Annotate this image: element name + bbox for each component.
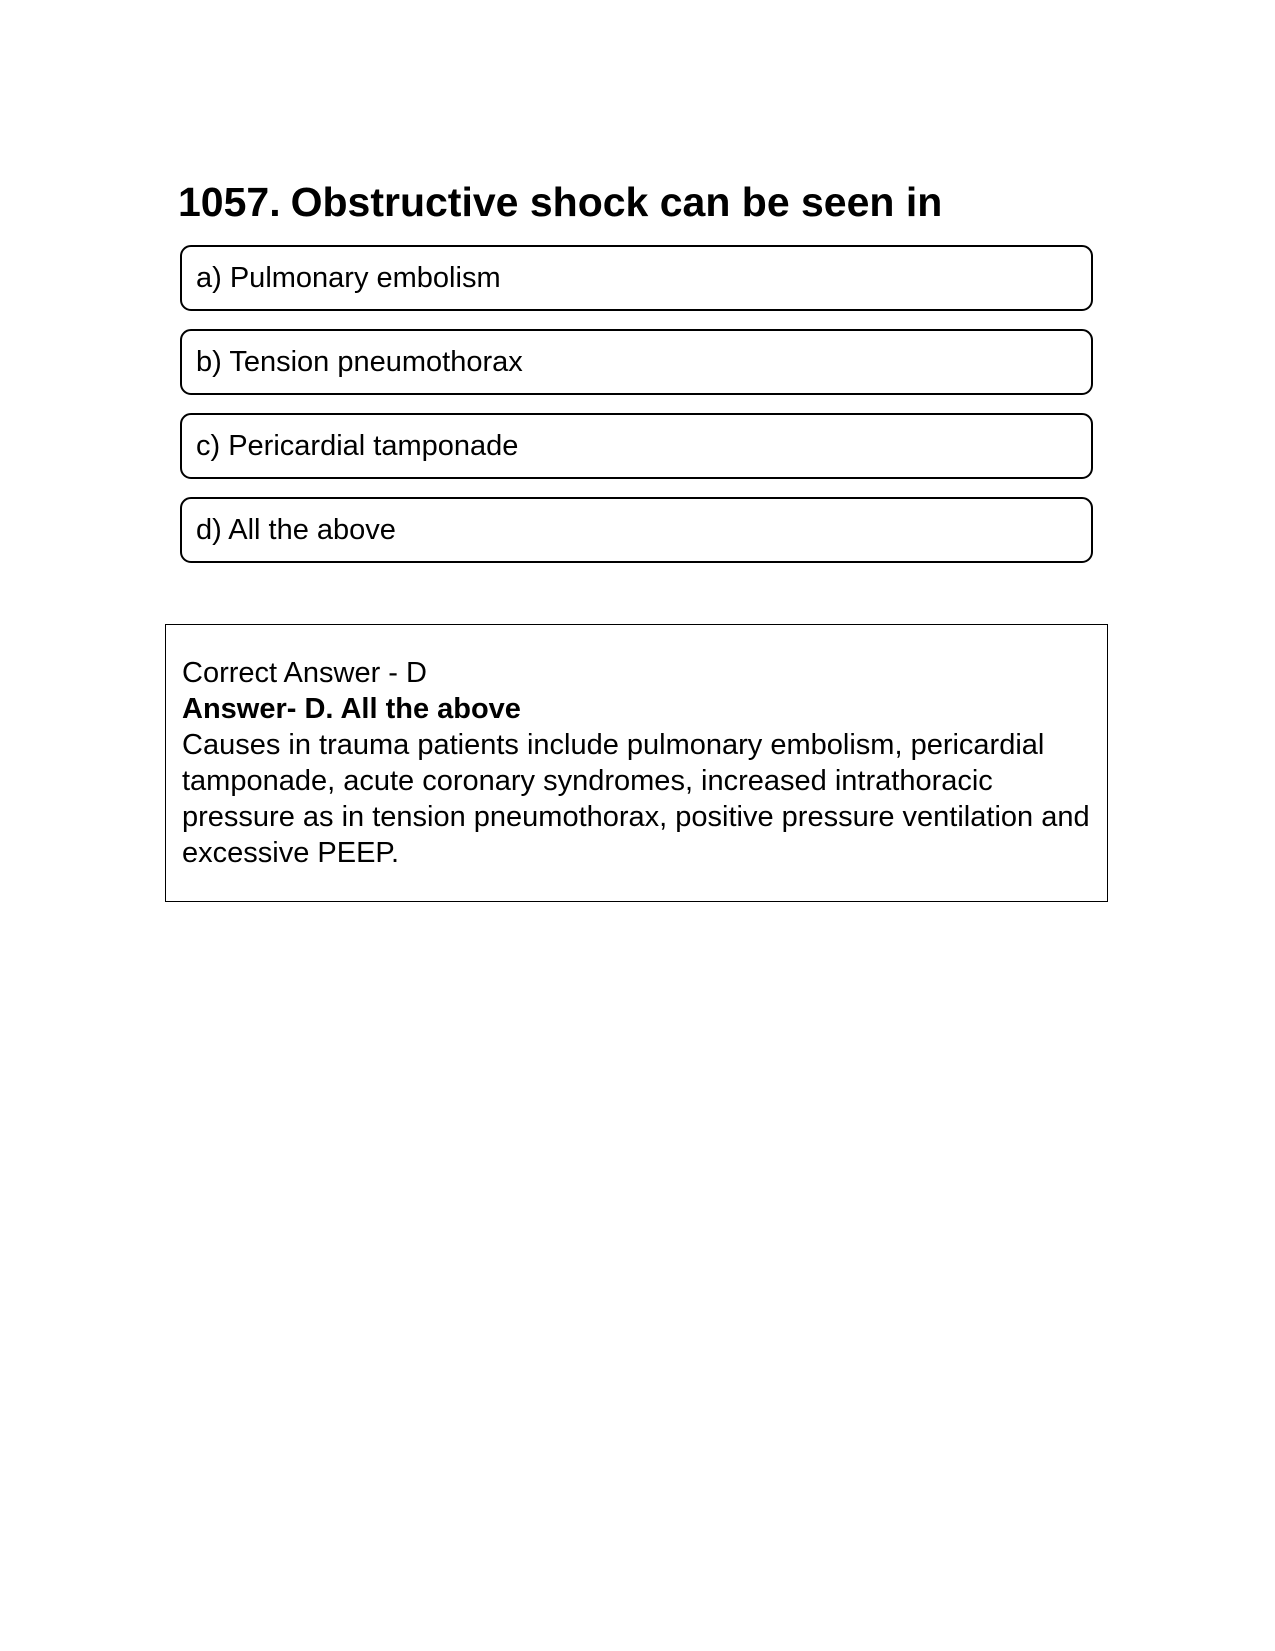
answer-heading: Answer- D. All the above — [182, 693, 521, 725]
option-d[interactable]: d) All the above — [180, 497, 1093, 563]
option-b[interactable]: b) Tension pneumothorax — [180, 329, 1093, 395]
question-title — [178, 178, 942, 227]
question-text: Obstructive shock can be seen in — [290, 179, 943, 225]
answer-explanation: Causes in trauma patients include pulmonary embolism, pericardial tamponade, acute coronary syndromes, increased intrathoracic pressure as in tension pneumothorax, positive pressure ventilation and excessive PEEP. — [182, 729, 1090, 869]
question-number: 1057. — [178, 179, 281, 225]
option-a[interactable]: a) Pulmonary embolism — [180, 245, 1093, 311]
correct-answer-line: Correct Answer - D — [182, 657, 427, 689]
answer-explanation-box — [165, 624, 1108, 902]
option-c[interactable]: c) Pericardial tamponade — [180, 413, 1093, 479]
